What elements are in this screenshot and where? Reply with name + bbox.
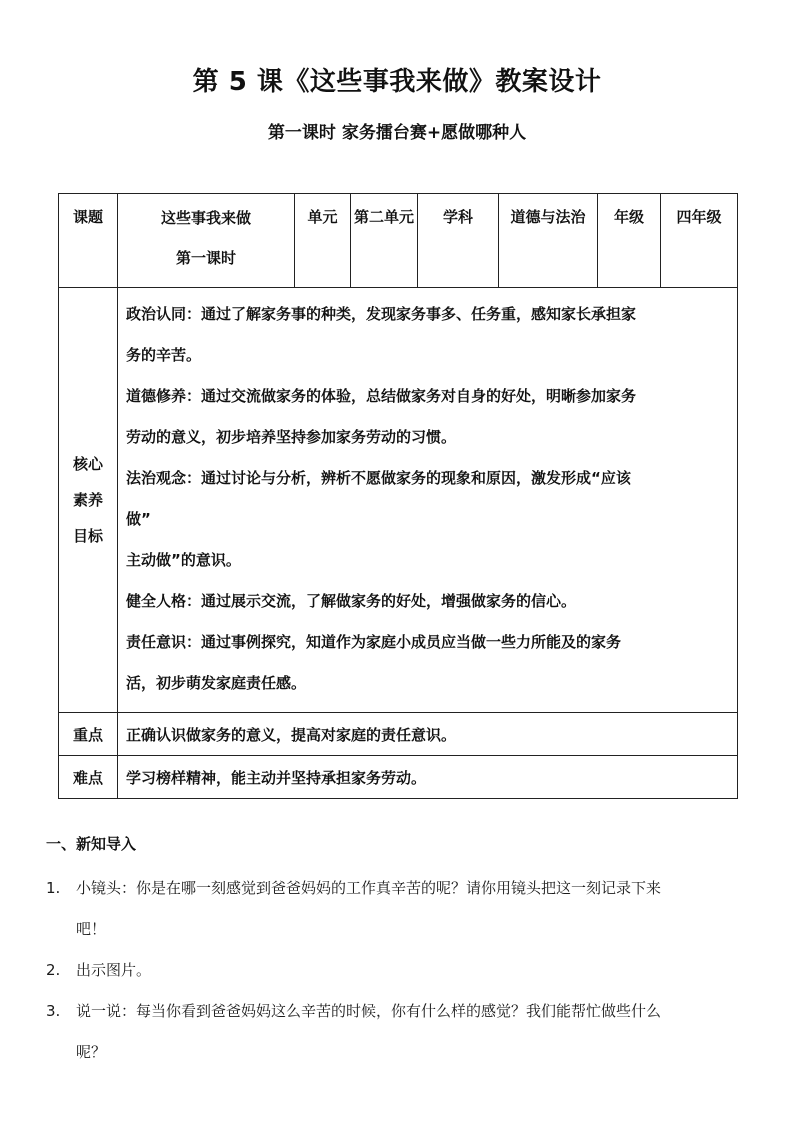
list-item-line2: 吧！ xyxy=(76,920,107,938)
topic-label: 课题 xyxy=(72,208,103,226)
core-goal-line: 做” xyxy=(126,510,151,528)
list-item-line1: 小镜头：你是在哪一刻感觉到爸爸妈妈的工作真辛苦的呢？请你用镜头把这一刻记录下来 xyxy=(76,879,662,897)
key-point-label: 重点 xyxy=(72,725,103,744)
core-goal-line: 责任意识：通过事例探究，知道作为家庭小成员应当做一些力所能及的家务 xyxy=(126,633,622,651)
difficulty-label-cell xyxy=(59,756,118,799)
core-goal-line: 劳动的意义，初步培养坚持参加家务劳动的习惯。 xyxy=(126,428,457,446)
list-item-text xyxy=(76,950,746,991)
core-label-line3: 目标 xyxy=(72,527,103,545)
table-row xyxy=(59,713,738,756)
core-literacy-content-cell xyxy=(118,288,738,713)
difficulty-content-cell xyxy=(118,756,738,799)
list-item-text xyxy=(76,868,746,950)
intro-list xyxy=(46,868,746,1073)
table-row xyxy=(59,756,738,799)
topic-value-line1: 这些事我来做 xyxy=(160,209,251,227)
list-item xyxy=(46,868,746,950)
topic-value-line2: 第一课时 xyxy=(175,249,236,267)
core-goal-line: 活，初步萌发家庭责任感。 xyxy=(126,674,307,692)
subject-value-cell xyxy=(499,194,598,288)
section-heading: 一、新知导入 xyxy=(46,835,137,853)
subject-value: 道德与法治 xyxy=(510,208,586,226)
list-item-text xyxy=(76,991,746,1073)
list-item-number: 3. xyxy=(46,1002,61,1020)
document-subtitle: 第一课时 家务擂台赛+愿做哪种人 xyxy=(267,123,527,143)
core-goal-line: 政治认同：通过了解家务事的种类，发现家务事多、任务重，感知家长承担家 xyxy=(126,305,637,323)
subject-label-cell xyxy=(418,194,499,288)
core-literacy-label-cell xyxy=(59,288,118,713)
list-item-line2: 呢？ xyxy=(76,1043,107,1061)
unit-value: 第二单元 xyxy=(353,208,414,226)
subject-label: 学科 xyxy=(442,208,473,226)
key-point-label-cell xyxy=(59,713,118,756)
core-goal-line: 主动做”的意识。 xyxy=(126,551,241,569)
topic-value-cell xyxy=(118,194,295,288)
list-item-number: 2. xyxy=(46,961,61,979)
core-goal-line: 务的辛苦。 xyxy=(126,346,202,364)
unit-value-cell xyxy=(351,194,418,288)
grade-value-cell xyxy=(661,194,738,288)
list-item-line1: 出示图片。 xyxy=(76,961,152,979)
list-item xyxy=(46,991,746,1073)
core-goal-line: 道德修养：通过交流做家务的体验，总结做家务对自身的好处，明晰参加家务 xyxy=(126,387,637,405)
list-item-number: 1. xyxy=(46,879,61,897)
core-goal-line: 法治观念：通过讨论与分析，辨析不愿做家务的现象和原因，激发形成“应该 xyxy=(126,469,631,487)
core-label-line1: 核心 xyxy=(72,455,103,473)
topic-label-cell xyxy=(59,194,118,288)
document-title: 第 5 课《这些事我来做》教案设计 xyxy=(192,67,602,97)
core-label-line2: 素养 xyxy=(72,491,103,509)
list-item-line1: 说一说：每当你看到爸爸妈妈这么辛苦的时候，你有什么样的感觉？我们能帮忙做些什么 xyxy=(76,1002,662,1020)
grade-value: 四年级 xyxy=(676,208,722,226)
table-row xyxy=(59,194,738,288)
key-point-content-cell xyxy=(118,713,738,756)
difficulty-label: 难点 xyxy=(72,768,103,787)
grade-label: 年级 xyxy=(613,208,644,226)
list-item xyxy=(46,950,746,991)
core-goal-line: 健全人格：通过展示交流，了解做家务的好处，增强做家务的信心。 xyxy=(126,592,577,610)
difficulty-value: 学习榜样精神，能主动并坚持承担家务劳动。 xyxy=(126,768,427,787)
grade-label-cell xyxy=(598,194,661,288)
unit-label-cell xyxy=(295,194,351,288)
unit-label: 单元 xyxy=(307,208,338,226)
key-point-value: 正确认识做家务的意义，提高对家庭的责任意识。 xyxy=(126,725,457,744)
lesson-plan-table xyxy=(58,193,738,799)
table-row xyxy=(59,288,738,713)
